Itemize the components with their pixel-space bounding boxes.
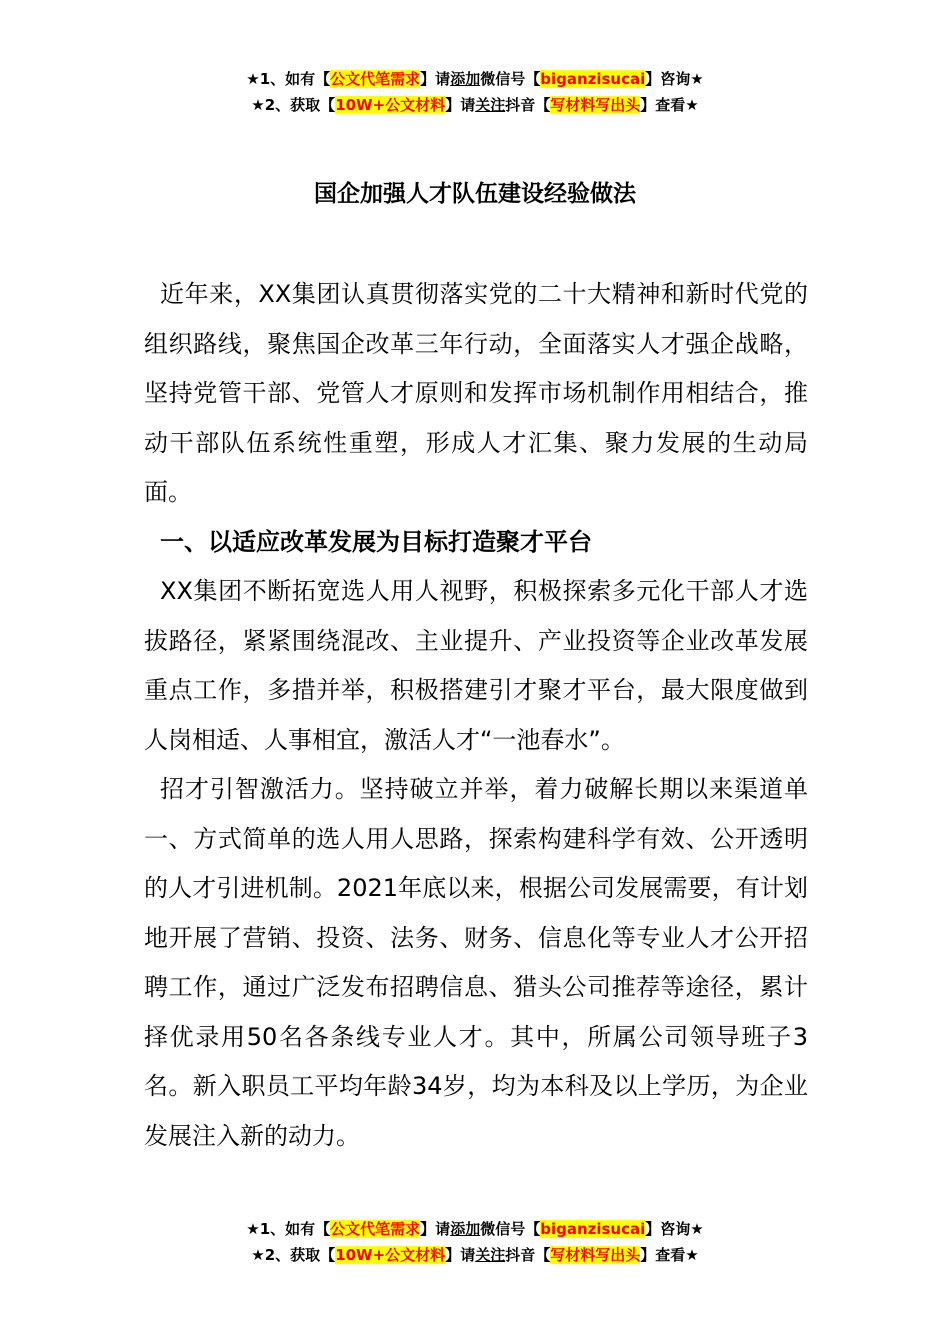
highlight-materials: 10W+公文材料 — [335, 96, 446, 114]
document-body — [144, 270, 808, 1161]
promo-banner-bottom — [0, 1216, 950, 1268]
promo-banner-top — [0, 66, 950, 118]
promo-line-1: ★1、如有【公文代笔需求】请添加微信号【biganzisucai】咨询★ — [246, 1220, 704, 1238]
paragraph-section-1: XX集团不断拓宽选人用人视野，积极探索多元化干部人才选拔路径，紧紧围绕混改、主业提升、产业投资等企业改革发展重点工作，多措并举，积极搭建引才聚才平台，最大限度做到人岗相适、人事相宜，激活人才“一池春水”。 — [144, 577, 808, 754]
highlight-service: 公文代笔需求 — [330, 1220, 421, 1238]
paragraph-intro: 近年来，XX集团认真贯彻落实党的二十大精神和新时代党的组织路线，聚焦国企改革三年行动，全面落实人才强企战略，坚持党管干部、党管人才原则和发挥市场机制作用相结合，推动干部队伍系统性重塑，形成人才汇集、聚力发展的生动局面。 — [144, 280, 808, 506]
section-heading-1: 一、以适应改革发展为目标打造聚才平台 — [160, 527, 592, 556]
promo-line-2: ★2、获取【10W+公文材料】请关注抖音【写材料写出头】查看★ — [251, 1246, 699, 1264]
highlight-service: 公文代笔需求 — [330, 70, 421, 88]
highlight-wechat-id: biganzisucai — [540, 1220, 646, 1238]
highlight-douyin: 写材料写出头 — [550, 1246, 641, 1264]
promo-line-1: ★1、如有【公文代笔需求】请添加微信号【biganzisucai】咨询★ — [246, 70, 704, 88]
promo-line-2: ★2、获取【10W+公文材料】请关注抖音【写材料写出头】查看★ — [251, 96, 699, 114]
highlight-douyin: 写材料写出头 — [550, 96, 641, 114]
paragraph-talent-recruitment: 招才引智激活力。坚持破立并举，着力破解长期以来渠道单一、方式简单的选人用人思路，探索构建科学有效、公开透明的人才引进机制。2021年底以来，根据公司发展需要，有计划地开展了营销、投资、法务、财务、信息化等专业人才公开招聘工作，通过广泛发布招聘信息、猎头公司推荐等途径，累计择优录用50名各条线专业人才。其中，所属公司领导班子3名。新入职员工平均年龄34岁，均为本科及以上学历，为企业发展注入新的动力。 — [144, 775, 808, 1150]
highlight-materials: 10W+公文材料 — [335, 1246, 446, 1264]
document-title: 国企加强人才队伍建设经验做法 — [314, 181, 636, 207]
highlight-wechat-id: biganzisucai — [540, 70, 646, 88]
